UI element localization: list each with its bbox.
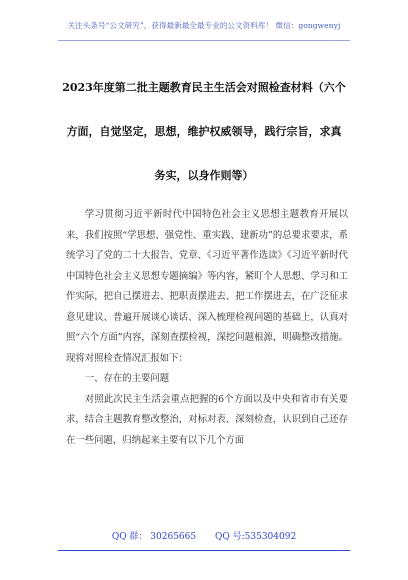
body-paragraph-intro: 学习贯彻习近平新时代中国特色社会主义思想主题教育开展以来，我们按照“学思想、强党性、重实践、建新功”的总要求要求，系统学习了党的二十大报告、党章、《习近平著作选读》《习近平新时代中国特色社会主义思想专题摘编》等内容，紧盯个人思想、学习和工作实际，把自己摆进去、把职责摆进去、把工作摆进去，在广泛征求意见建议、普遍开展谈心谈话、深入梳理检视问题的基础上，认真对照“六个方面”内容，深刻查摆检视，深挖问题根源，明确整改措施。现将对照检查情况汇报如下： — [66, 209, 348, 364]
section-heading-problems: 一、存在的主要问题 — [84, 373, 170, 384]
body-paragraph-problems: 对照此次民主生活会重点把握的6个方面以及中央和省市有关要求，结合主题教育整改整治，对标对表、深刻检查，认识到自己还存在一些问题，归纳起来主要有以下几个方面 — [66, 393, 348, 446]
footer-contact — [0, 529, 408, 542]
title-line-3: 务实，以身作则等） — [154, 169, 254, 182]
title-line-1: 2023年度第二批主题教育民主生活会对照检查材料（六个 — [62, 81, 346, 94]
header-divider — [58, 40, 350, 41]
footer-qq-group: QQ 群： 30265665 — [111, 532, 197, 542]
footer-divider — [58, 550, 350, 551]
title-line-2: 方面，自觉坚定，思想，维护权威领导，践行宗旨，求真 — [66, 125, 342, 138]
document-body — [66, 205, 348, 451]
document-title — [38, 66, 370, 198]
header-promo-text: 关注头条号“公文研究”，获得最新最全最专业的公文资料库！ 微信：gongwenyj — [67, 21, 341, 30]
footer-qq-number: QQ 号:535304092 — [214, 532, 297, 542]
